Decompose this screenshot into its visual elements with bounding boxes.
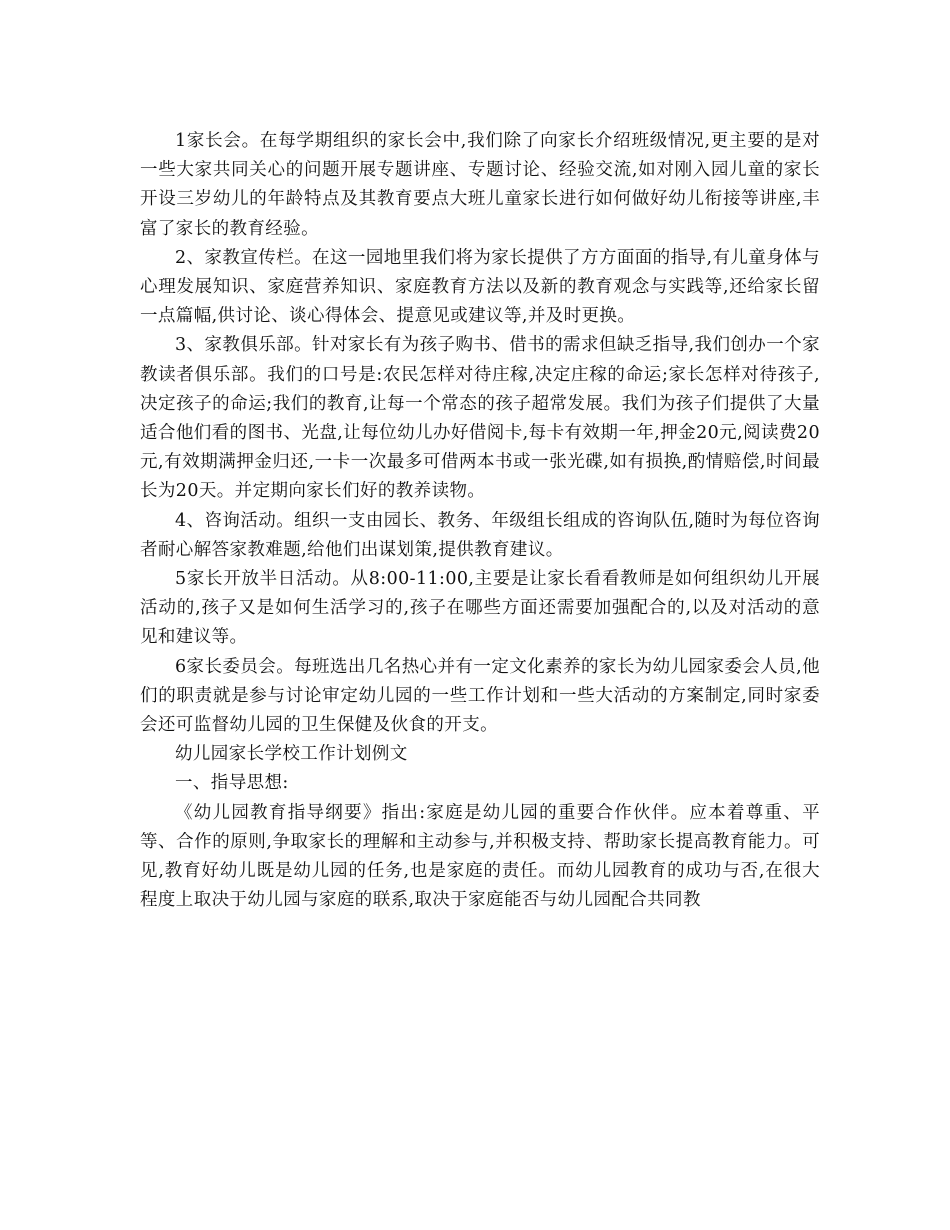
paragraph-guideline: 《幼儿园教育指导纲要》指出:家庭是幼儿园的重要合作伙伴。应本着尊重、平等、合作的原则,争取家长的理解和主动参与,并积极支持、帮助家长提高教育能力。可见,教育好幼儿既是幼儿园的任务,也是家庭的责任。而幼儿园教育的成功与否,在很大程度上取决于幼儿园与家庭的联系,取决于家庭能否与幼儿园配合共同教 bbox=[140, 802, 820, 911]
section-heading-guiding-ideology: 一、指导思想: bbox=[175, 773, 289, 794]
section-title: 幼儿园家长学校工作计划例文 bbox=[175, 744, 408, 765]
paragraph-reading-club: 3、家教俱乐部。针对家长有为孩子购书、借书的需求但缺乏指导,我们创办一个家教读者俱乐部。我们的口号是:农民怎样对待庄稼,决定庄稼的命运;家长怎样对待孩子,决定孩子的命运;我们的教育,让每一个常态的孩子超常发展。我们为孩子们提供了大量适合他们看的图书、光盘,让每位幼儿办好借阅卡,每卡有效期一年,押金20元,阅读费20元,有效期满押金归还,一卡一次最多可借两本书或一张光碟,如有损换,酌情赔偿,时间最长为20天。并定期向家长们好的教养读物。 bbox=[140, 335, 820, 502]
paragraph-parent-meeting: 1家长会。在每学期组织的家长会中,我们除了向家长介绍班级情况,更主要的是对一些大家共同关心的问题开展专题讲座、专题讨论、经验交流,如对刚入园儿童的家长开设三岁幼儿的年龄特点及其教育要点大班儿童家长进行如何做好幼儿衔接等讲座,丰富了家长的教育经验。 bbox=[140, 131, 820, 239]
paragraph-parent-committee: 6家长委员会。每班选出几名热心并有一定文化素养的家长为幼儿园家委会人员,他们的职责就是参与讨论审定幼儿园的一些工作计划和一些大活动的方案制定,同时家委会还可监督幼儿园的卫生保健及伙食的开支。 bbox=[140, 656, 820, 736]
document-page bbox=[140, 127, 820, 915]
paragraph-open-day: 5家长开放半日活动。从8:00-11:00,主要是让家长看看教师是如何组织幼儿开展活动的,孩子又是如何生活学习的,孩子在哪些方面还需要加强配合的,以及对活动的意见和建议等。 bbox=[140, 569, 820, 648]
paragraph-bulletin-board: 2、家教宣传栏。在这一园地里我们将为家长提供了方方面面的指导,有儿童身体与心理发展知识、家庭营养知识、家庭教育方法以及新的教育观念与实践等,还给家长留一点篇幅,供讨论、谈心得体会、提意见或建议等,并及时更换。 bbox=[140, 247, 820, 327]
paragraph-consultation: 4、咨询活动。组织一支由园长、教务、年级组长组成的咨询队伍,随时为每位咨询者耐心解答家教难题,给他们出谋划策,提供教育建议。 bbox=[140, 510, 820, 560]
